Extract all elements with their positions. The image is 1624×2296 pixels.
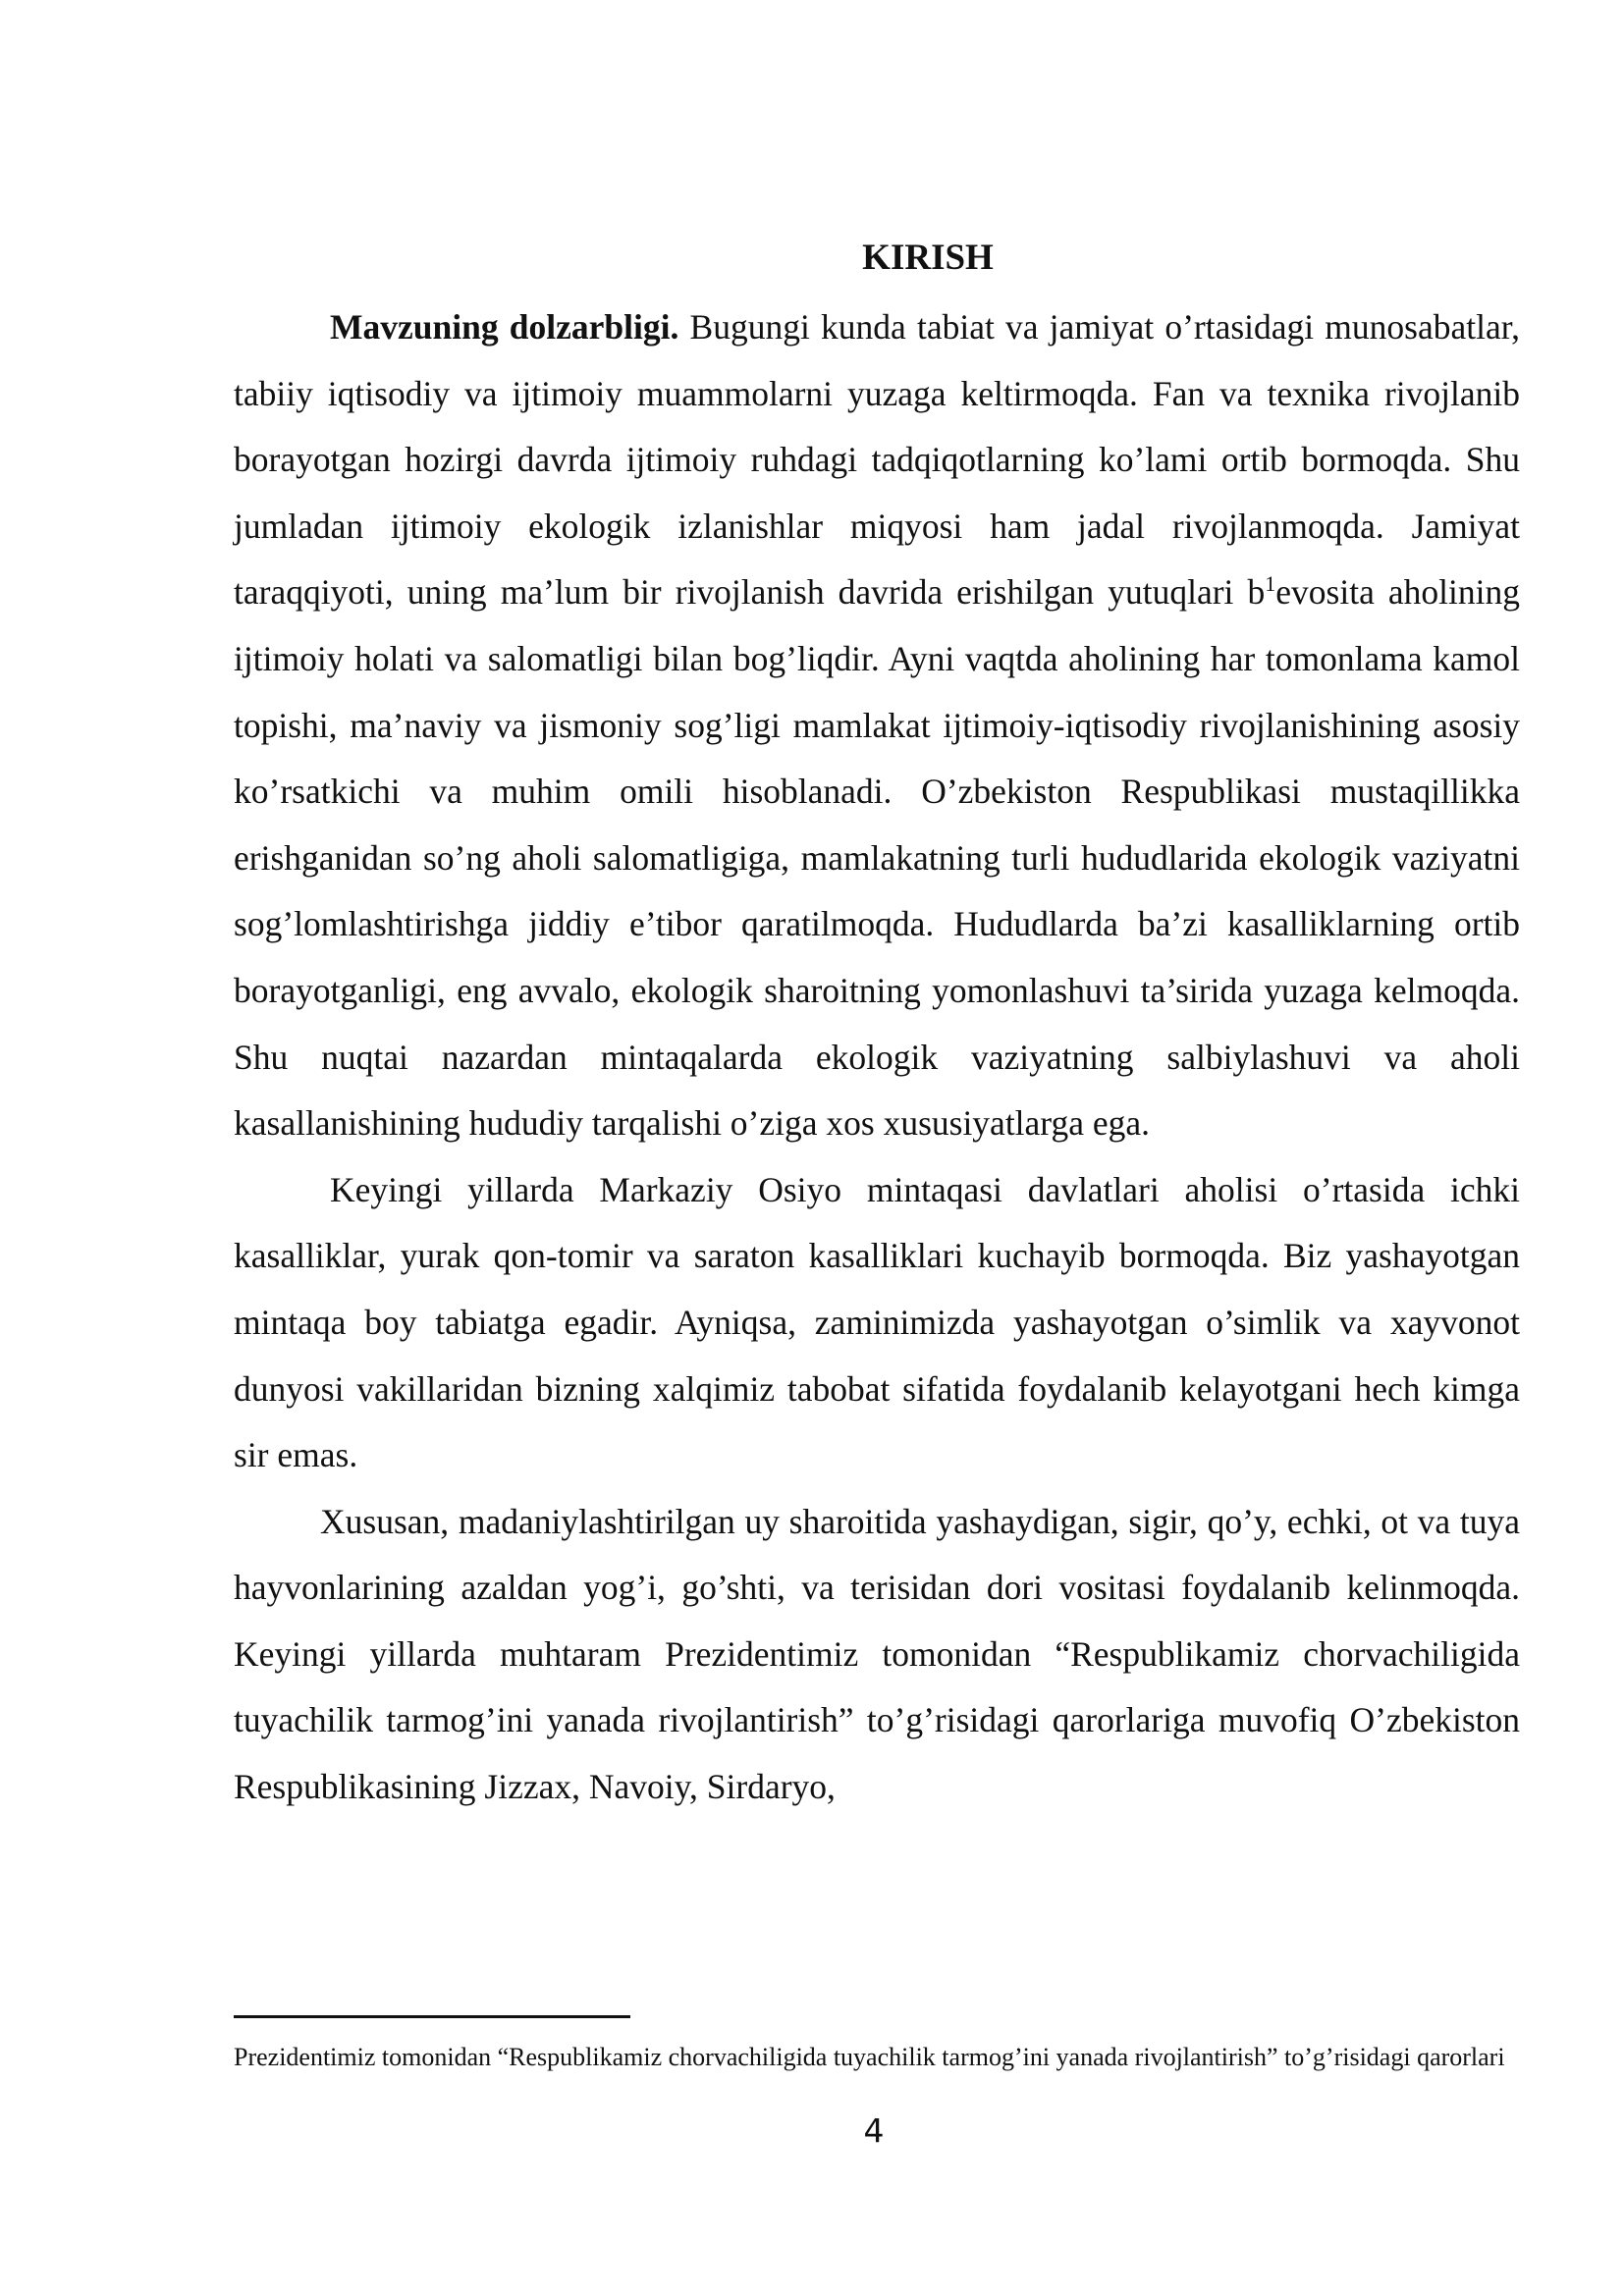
footnote-reference[interactable]: 1	[1265, 571, 1276, 597]
paragraph-relevance	[234, 294, 1520, 1157]
page-title: KIRISH	[862, 238, 994, 278]
footnote-separator	[234, 2015, 630, 2018]
paragraph-text: evosita aholining ijtimoiy holati va salomatligi bilan bog’liqdir. Ayni vaqtda aholining har tomonlama kamol topishi, ma’naviy va jismoniy sog’ligi mamlakat ijtimoiy-iqtisodiy rivojlanishining asosiy ko’rsatkichi va muhim omili hisoblanadi. O’zbekiston Respublikasi mustaqillikka erishganidan so’ng aholi salomatligiga, mamlakatning turli hududlarida ekologik vaziyatni sog’lomlashtirishga jiddiy e’tibor qaratilmoqda. Hududlarda ba’zi kasalliklarning ortib borayotganligi, eng avvalo, ekologik sharoitning yomonlashuvi ta’sirida yuzaga kelmoqda. Shu nuqtai nazardan mintaqalarda ekologik vaziyatning salbiylashuvi va aholi kasallanishining hududiy tarqalishi o’ziga xos xususiyatlarga ega.	[234, 572, 1521, 1144]
paragraph-text: Bugungi kunda tabiat va jamiyat o’rtasidagi munosabatlar, tabiiy iqtisodiy va ijtimoiy muammolarni yuzaga keltirmoqda. Fan va texnika rivojlanib borayotgan hozirgi davrda ijtimoiy ruhdagi tadqiqotlarning ko’lami ortib bormoqda. Shu jumladan ijtimoiy ekologik izlanishlar miqyosi ham jadal rivojlanmoqda. Jamiyat taraqqiyoti, uning ma’lum bir rivojlanish davrida erishilgan yutuqlari b	[234, 307, 1521, 613]
paragraph-livestock: Xususan, madaniylashtirilgan uy sharoitida yashaydigan, sigir, qo’y, echki, ot va tuya hayvonlarining azaldan yog’i, go’shti, va terisidan dori vositasi foydalanib kelinmoqda. Keyingi yillarda muhtaram Prezidentimiz tomonidan “Respublikamiz chorvachiligida tuyachilik tarmog’ini yanada rivojlantirish” to’g’risidagi qarorlariga muvofiq O’zbekiston Respublikasining Jizzax, Navoiy, Sirdaryo,	[234, 1501, 1520, 1807]
page-number: 4	[863, 2111, 885, 2150]
footnote-text: Prezidentimiz tomonidan “Respublikamiz chorvachiligida tuyachilik tarmog’ini yanada rivojlantirish” to’g’risidagi qarorlari	[234, 2043, 1505, 2071]
body-text	[234, 294, 1520, 1821]
paragraph-lead: Mavzuning dolzarbligi.	[330, 307, 679, 347]
paragraph-central-asia: Keyingi yillarda Markaziy Osiyo mintaqasi davlatlari aholisi o’rtasida ichki kasalliklar, yurak qon-tomir va saraton kasalliklari kuchayib bormoqda. Biz yashayotgan mintaqa boy tabiatga egadir. Ayniqsa, zaminimizda yashayotgan o’simlik va xayvonot dunyosi vakillaridan bizning xalqimiz tabobat sifatida foydalanib kelayotgani hech kimga sir emas.	[234, 1169, 1520, 1475]
